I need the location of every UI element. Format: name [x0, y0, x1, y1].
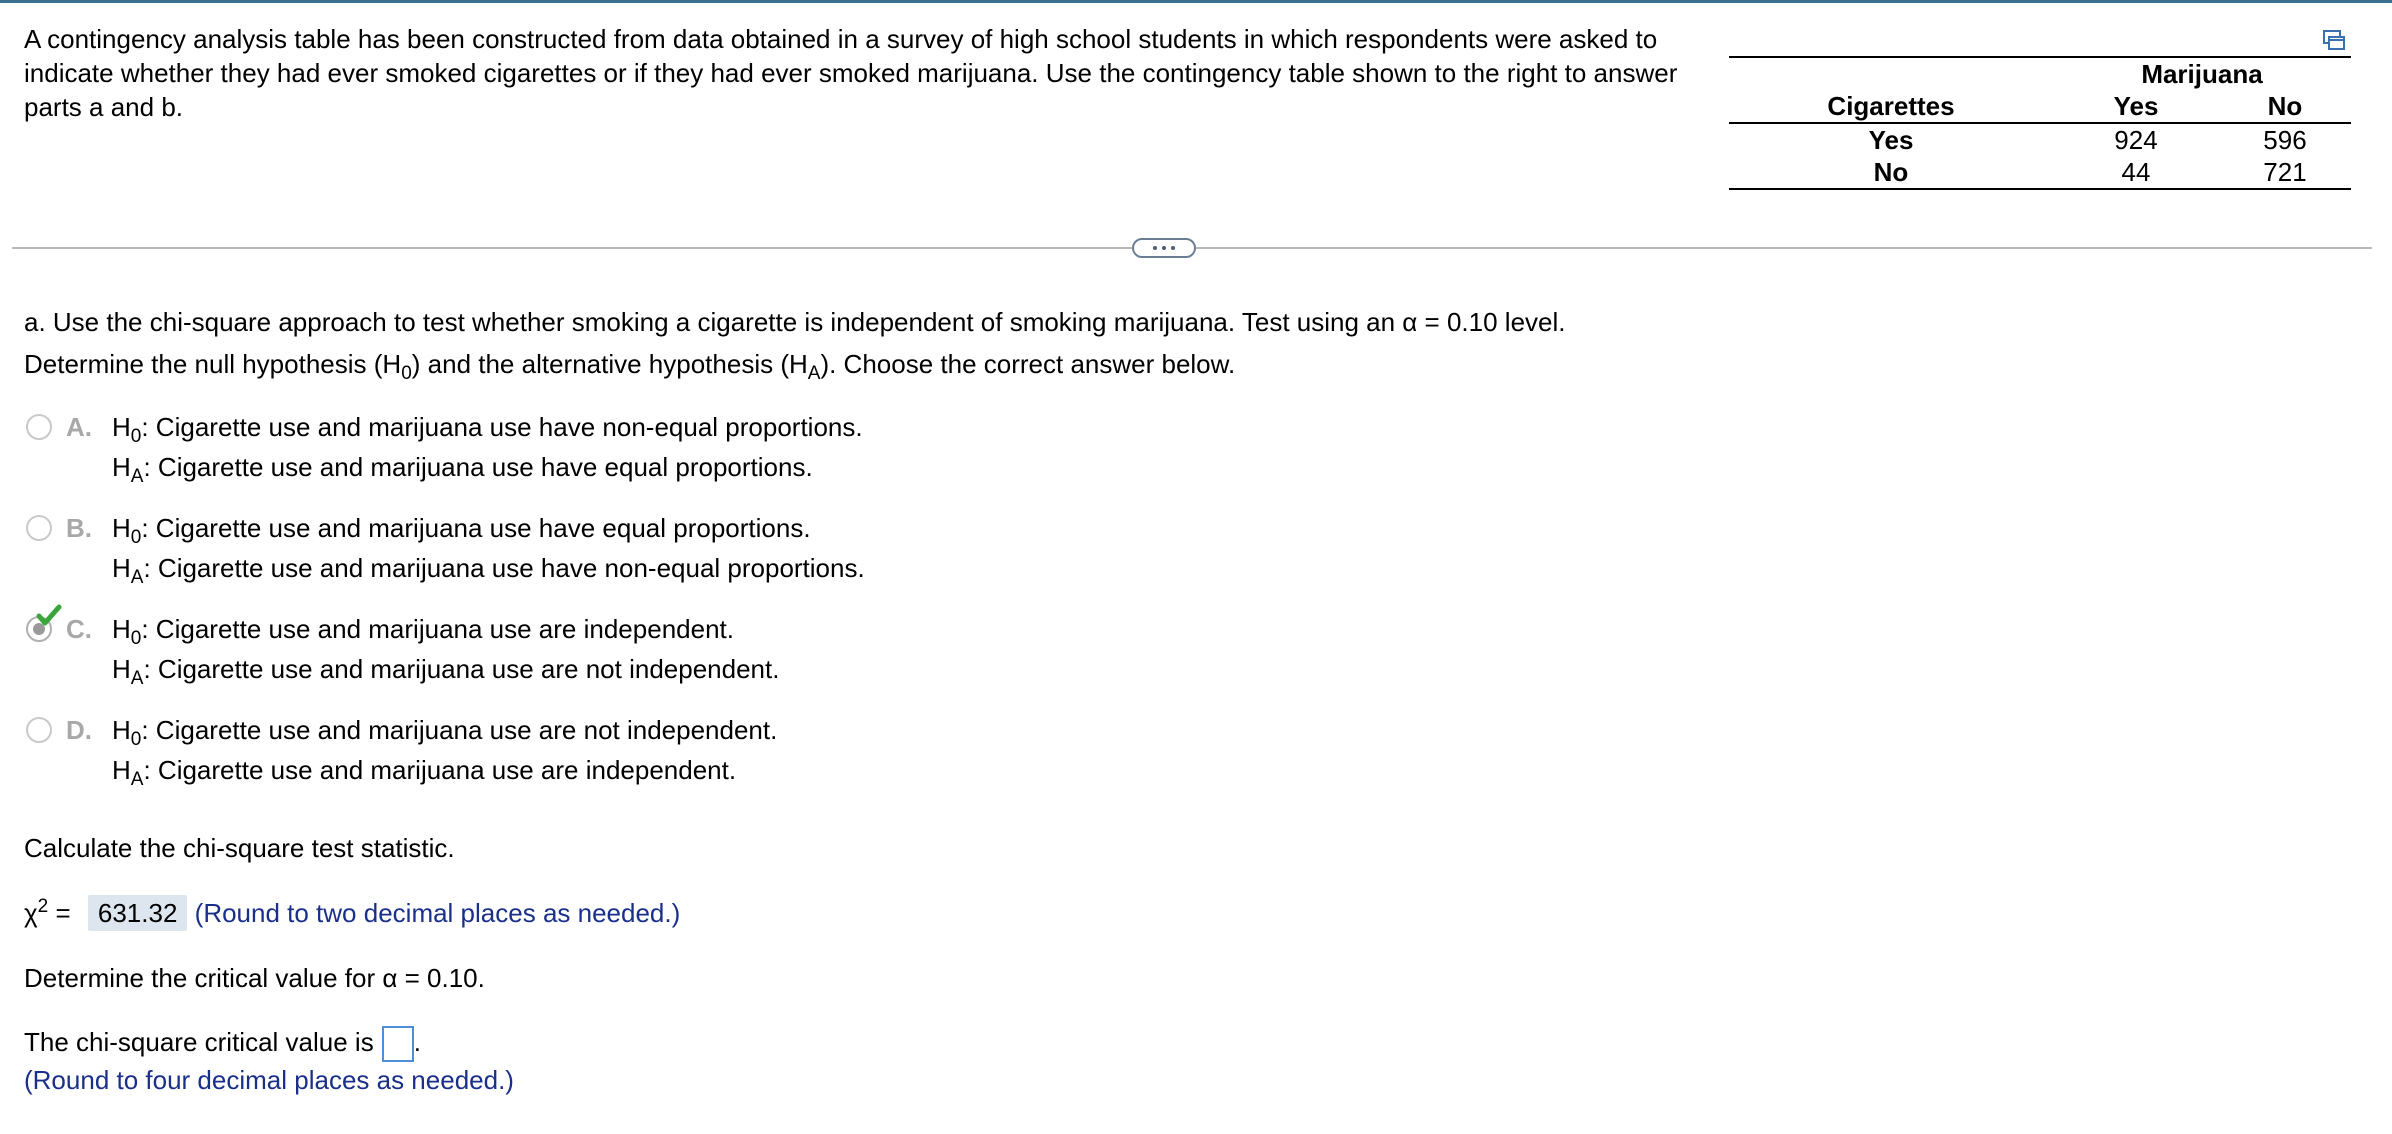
table-cell: 44	[2053, 156, 2219, 189]
more-dots-icon[interactable]	[1132, 238, 1196, 258]
radio-button[interactable]	[26, 414, 52, 440]
top-accent-line	[0, 0, 2392, 3]
option-h0: $H_0$: Cigarette use and marijuana use have equal proportions.	[112, 513, 811, 548]
col-yes-header: Yes	[2053, 90, 2219, 123]
row-label: Yes	[1868, 125, 1914, 155]
chi-square-answer[interactable]: 631.32	[88, 895, 188, 931]
col-no-header: No	[2219, 90, 2351, 123]
radio-button[interactable]	[26, 515, 52, 541]
part-a-question: a. Use the chi-square approach to test whether smoking a cigarette is independent of smoking marijuana. Test using an α = 0.10 level.	[24, 307, 1566, 337]
row-label: No	[1729, 156, 2053, 189]
hypothesis-prompt: Determine the null hypothesis $(H_0)$ and the alternative hypothesis $(H_A)$. Choose the correct answer below.	[24, 349, 1236, 384]
critical-answer-line: The chi-square critical value is .	[24, 1025, 421, 1062]
radio-button[interactable]	[26, 717, 52, 743]
table-cell: 596	[2263, 125, 2307, 155]
critical-value-input[interactable]	[382, 1026, 414, 1062]
critical-prompt: Determine the critical value for α = 0.10.	[24, 963, 485, 993]
option-h0: $H_0$: Cigarette use and marijuana use are independent.	[112, 614, 734, 649]
intro-text: A contingency analysis table has been constructed from data obtained in a survey of high school students in which respondents were asked to indicate whether they had ever smoked cigarettes or if they had ever smoked marijuana. Use the contingency table shown to the right to answer parts a and b.	[24, 24, 1678, 122]
option-h0: $H_0$: Cigarette use and marijuana use are not independent.	[112, 715, 778, 750]
contingency-table	[1729, 56, 2351, 190]
cigarettes-header: Cigarettes	[1729, 90, 2053, 123]
marijuana-header: Marijuana	[2141, 59, 2263, 89]
critical-hint: (Round to four decimal places as needed.)	[24, 1065, 514, 1095]
expand-window-icon[interactable]	[2322, 29, 2346, 51]
chi-square-prompt: Calculate the chi-square test statistic.	[24, 833, 455, 863]
checkmark-icon	[36, 603, 62, 629]
option-ha: $H_A$: Cigarette use and marijuana use are independent.	[112, 755, 737, 790]
table-cell: 924	[2114, 125, 2158, 155]
chi-square-hint: (Round to two decimal places as needed.)	[194, 898, 681, 928]
chi-square-answer-line: $\chi^2 = 631.32$ (Round to two decimal places as needed.)	[24, 895, 680, 931]
option-ha: $H_A$: Cigarette use and marijuana use have equal proportions.	[112, 452, 813, 487]
option-ha: $H_A$: Cigarette use and marijuana use are not independent.	[112, 654, 780, 689]
option-ha: $H_A$: Cigarette use and marijuana use have non-equal proportions.	[112, 553, 865, 588]
option-h0: $H_0$: Cigarette use and marijuana use have non-equal proportions.	[112, 412, 863, 447]
table-cell: 721	[2219, 156, 2351, 189]
